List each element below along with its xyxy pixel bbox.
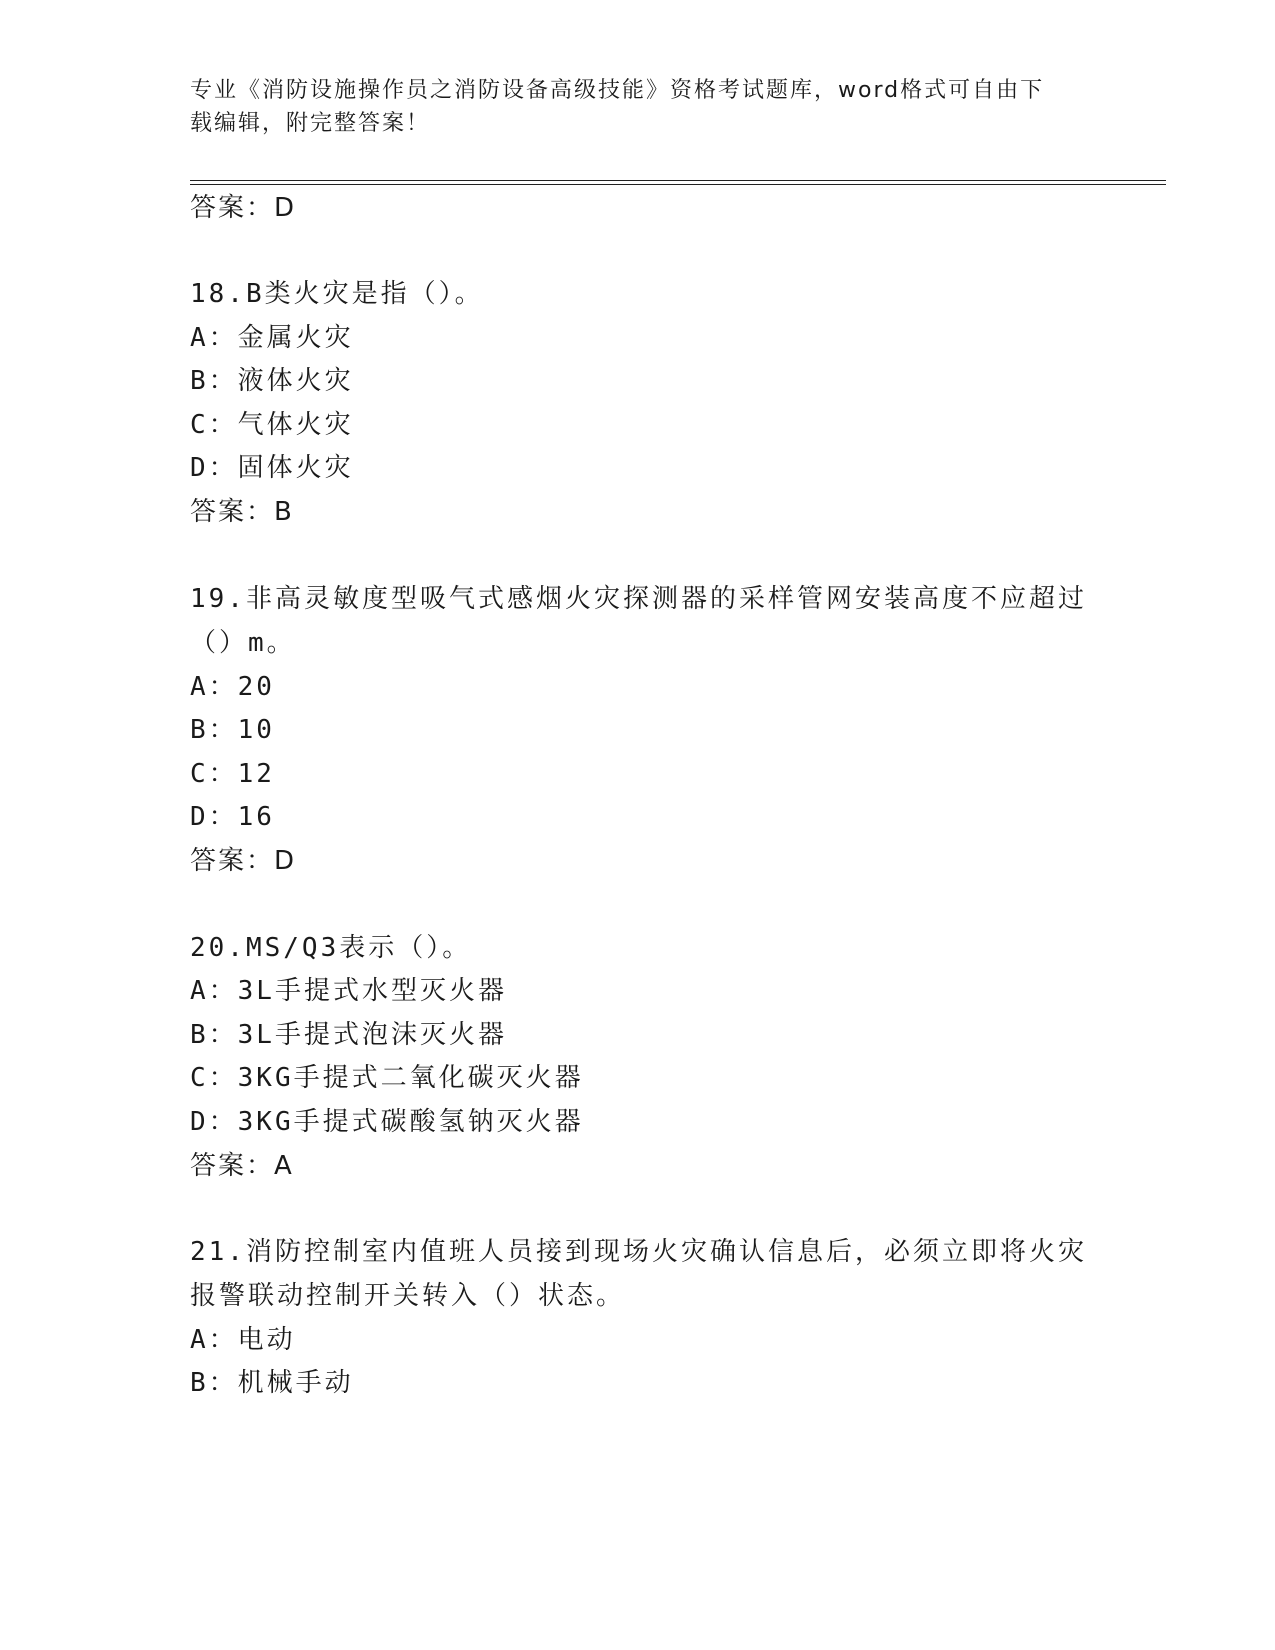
option-b: B：10	[190, 715, 275, 745]
question-stem-continued: 报警联动控制开关转入（）状态。	[190, 1281, 626, 1311]
answer-text: 答案：D	[190, 846, 297, 876]
option-c: C：气体火灾	[190, 410, 354, 440]
option-a: A：电动	[190, 1325, 296, 1355]
document-header-note	[190, 74, 1090, 140]
option-a: A：20	[190, 672, 275, 702]
question-stem: 19.非高灵敏度型吸气式感烟火灾探测器的采样管网安装高度不应超过	[190, 584, 1087, 614]
header-line-1: 专业《消防设施操作员之消防设备高级技能》资格考试题库，word格式可自由下	[190, 78, 1045, 103]
option-b: B：机械手动	[190, 1368, 354, 1398]
option-b: B：3L手提式泡沫灭火器	[190, 1020, 507, 1050]
option-b: B：液体火灾	[190, 366, 354, 396]
question-stem: 20.MS/Q3表示（）。	[190, 933, 472, 963]
option-d: D：16	[190, 802, 275, 832]
header-divider-top	[190, 180, 1166, 181]
option-a: A：3L手提式水型灭火器	[190, 976, 507, 1006]
answer-text: 答案：B	[190, 497, 294, 527]
option-c: C：3KG手提式二氧化碳灭火器	[190, 1063, 584, 1093]
header-divider-bottom	[190, 184, 1166, 185]
question-stem-continued: （）m。	[190, 628, 296, 658]
option-c: C：12	[190, 759, 275, 789]
header-line-2: 载编辑，附完整答案！	[190, 111, 431, 136]
answer-text: 答案：D	[190, 193, 297, 223]
question-stem: 18.B类火灾是指（）。	[190, 279, 484, 309]
option-d: D：固体火灾	[190, 453, 354, 483]
answer-text: 答案：A	[190, 1151, 294, 1181]
question-stem: 21.消防控制室内值班人员接到现场火灾确认信息后，必须立即将火灾	[190, 1237, 1087, 1267]
option-d: D：3KG手提式碳酸氢钠灭火器	[190, 1107, 584, 1137]
option-a: A：金属火灾	[190, 323, 354, 353]
